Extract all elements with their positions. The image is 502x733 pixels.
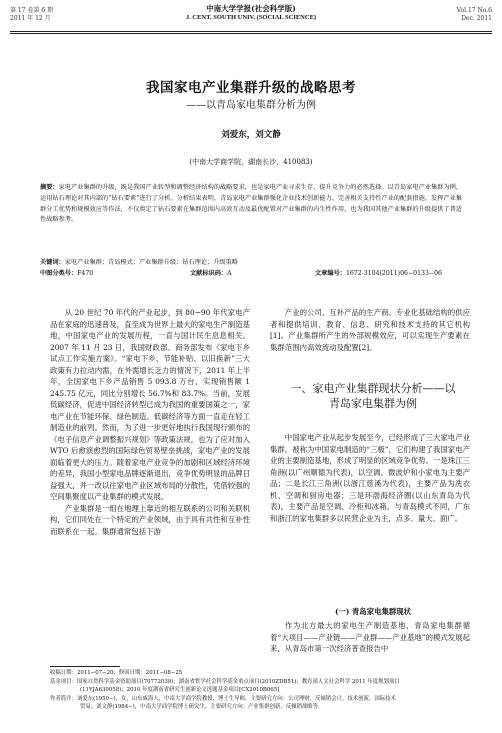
section-heading-line1: 一、家电产业集群现状分析——以 xyxy=(290,382,456,395)
author-affiliation: (中南大学商学院，湖南长沙，410083) xyxy=(189,158,313,166)
footnote-author-cont: 贸易；刘文静(1984−)，中南大学商学院博士研究生，主要研究方向：产业集群创新，反倾销战略等. xyxy=(80,704,320,710)
clc-label: 中图分类号： xyxy=(40,270,78,277)
article-authors: 刘爱东，刘文静 xyxy=(221,130,281,140)
keywords-line xyxy=(40,258,462,268)
body-right-column-mid xyxy=(270,432,470,524)
article-no-group xyxy=(315,269,442,279)
keywords-label: 关键词： xyxy=(40,259,65,266)
abstract xyxy=(40,183,462,226)
doc-code-group xyxy=(190,269,232,279)
keywords: 家电产业集群；青岛模式；产业集群升级；钻石理论；升级策略 xyxy=(64,259,238,266)
running-header xyxy=(10,4,492,34)
article-subtitle: ——以青岛家电集群分析为例 xyxy=(186,100,316,111)
article-no: 1672-3104(2011)06−0133−06 xyxy=(345,270,442,277)
issue-info-en xyxy=(457,7,492,23)
journal-name-cn: 中南大学学报(社会科学版) xyxy=(206,4,296,13)
clc-group xyxy=(40,269,93,279)
body-paragraph: 产业集群是一组在地理上靠近的相互联系的公司和关联机构，它们同处在一个特定的产业领域，由于具有共性和互补性而联系在一起。集群通常包括下游 xyxy=(50,503,250,536)
body-paragraph: 从 20 世纪 70 年代的产业起步，到 80−90 年代家电产品在家庭的迅速普及，直至成为世界上最大的家电生产制造基地，中国家电产业的发展历程，一直与国计民生息息相关。2007 年 11 月 23 日，我国财政部、商务部发布《家电下乡试点工作实施方案》。“家电下乡、节能补贴、以旧换新”三大政策有力拉动内需，在外需增长乏力的情况下，2011 年上半年，全国家电下乡产品销售 5 093.8 万台，实现销售额 1 245.75 亿元，同比分别增长 56.7%和 83.7%。当前，发展低碳经济，促进中国经济转型已成为我国的重要国策之一，家电产业在节能环保、绿色制造、低碳经济等方面一直走在轻工制造业的前列。然而，为了进一步更好地执行我国现行颁布的《电子信息产业调整振兴规划》等政策法规，也为了应对加入 WTO 后愈演愈烈的国际绿色贸易壁垒挑战，家电产业的发展面临着更大的压力。随着家电产业竞争的加剧和区域经济环境的差异，我国小型家电品牌逐渐退出，竞争优势明显的品牌日益强大，并一改以往家电产业区域布局的分散性，凭借较强的空间集聚度以产业集群的模式发展。 xyxy=(50,308,250,501)
clc-code: F470 xyxy=(77,270,94,277)
body-paragraph: 产业的公司、互补产品的生产商、专业化基础结构的供应者和提供培训、教育、信息、研究和技术支持的其它机构[1]。产业集群所产生的外部规模效应，可以实现生产要素在集群范围内高效流动及配置[2]。 xyxy=(270,308,470,352)
footnote-rule xyxy=(50,666,120,667)
header-rule-thin xyxy=(10,33,492,34)
volume-issue-en: Vol.17 No.6 xyxy=(456,7,492,14)
article-title: 我国家电产业集群升级的战略思考 xyxy=(146,80,356,96)
issue-date-en: Dec. 2011 xyxy=(461,15,492,22)
doc-code: A xyxy=(227,270,232,277)
doc-code-label: 文献标识码： xyxy=(190,270,228,277)
body-paragraph: 中国家电产业从起步发展至今，已经形成了三大家电产业集群，被称为中国家电制造的“三极”，它们构建了我国家电产业的主要制造基地，形成了明显的区域竞争优势。一是珠江三角洲(以广州顺德为代表)，以空调、微波炉和小家电为主要产品；二是长江三角洲(以浙江慈溪为代表)，主要产品为洗衣机、空调和厨房电器；三是环渤海经济圈(以山东青岛为代表)，主要产品是空调、冷柜和冰箱。与青岛模式不同，广东和浙江的家电集群多以民营企业为主，点多、量大、面广。 xyxy=(270,433,470,523)
journal-name xyxy=(10,4,492,22)
body-right-column-top xyxy=(270,307,470,353)
section-heading xyxy=(270,381,476,411)
body-left-column xyxy=(50,307,250,537)
body-paragraph: 作为北方最大的家电生产制造基地，青岛家电集群循着“大项目——产业链——产业群——产业基地”的模式发展起来，从青岛市第一次经济普查报告中 xyxy=(270,621,470,653)
footnote-fund: 基金项目：国家自然科学基金资助项目(70772039)；湖南省哲学社会科学基金重点项目(2010ZDB51)；教育部人文社会科学 2011 年度规划项目 xyxy=(50,679,400,685)
footnote-author: 作者简介：刘爱东(1950−)，女，山东威海人，中南大学商学院教授，博士生导师，主要研究方向：公司理财，反倾销会计，技术创新，国际技术 xyxy=(50,696,396,702)
volume-issue: 第 17 卷第 6 期 xyxy=(10,7,54,14)
body-right-column-bottom xyxy=(270,620,470,655)
classification-line xyxy=(40,269,462,279)
footnote-fund-cont: (11YJA630058)；2010 年度湖南省研究生创新论文选题基金项目[CX2010B065] xyxy=(80,687,280,693)
abstract-label: 摘要： xyxy=(40,184,59,191)
header-rule xyxy=(10,31,492,32)
article-no-label: 文章编号： xyxy=(315,270,346,277)
abstract-text: 家电产业集群的升级，既是我国产业转型和调整经济结构的战略要求，也是家电产业寻求生存、提升竞争力的必然选择。以青岛家电产业集群为例，运用钻石理论对其内部的“钻石要素”进行了分析。分析结果表明，青岛家电产业集群强化企业技术创新能力、完善相关支持性产业的配套措施、发挥产业集群分工优势和规模效应等作法，不仅奠定了钻石要素在集群范围内高效互动及最优配置对产业集群的内生性作用，也为我国其他产业集群的升级提供了普适性战略参考。 xyxy=(40,184,463,224)
subsection-heading: (一) 青岛家电集群现状 xyxy=(334,607,412,616)
issue-date-cn: 2011 年 12 月 xyxy=(10,15,51,22)
footnote-received: 收稿日期：2011−07−20；修回日期：2011−08−25 xyxy=(50,670,183,676)
journal-name-en: J. CENT. SOUTH UNIV. (SOCIAL SCIENCE) xyxy=(185,14,317,21)
section-heading-line2: 青岛家电集群为例 xyxy=(329,397,417,410)
